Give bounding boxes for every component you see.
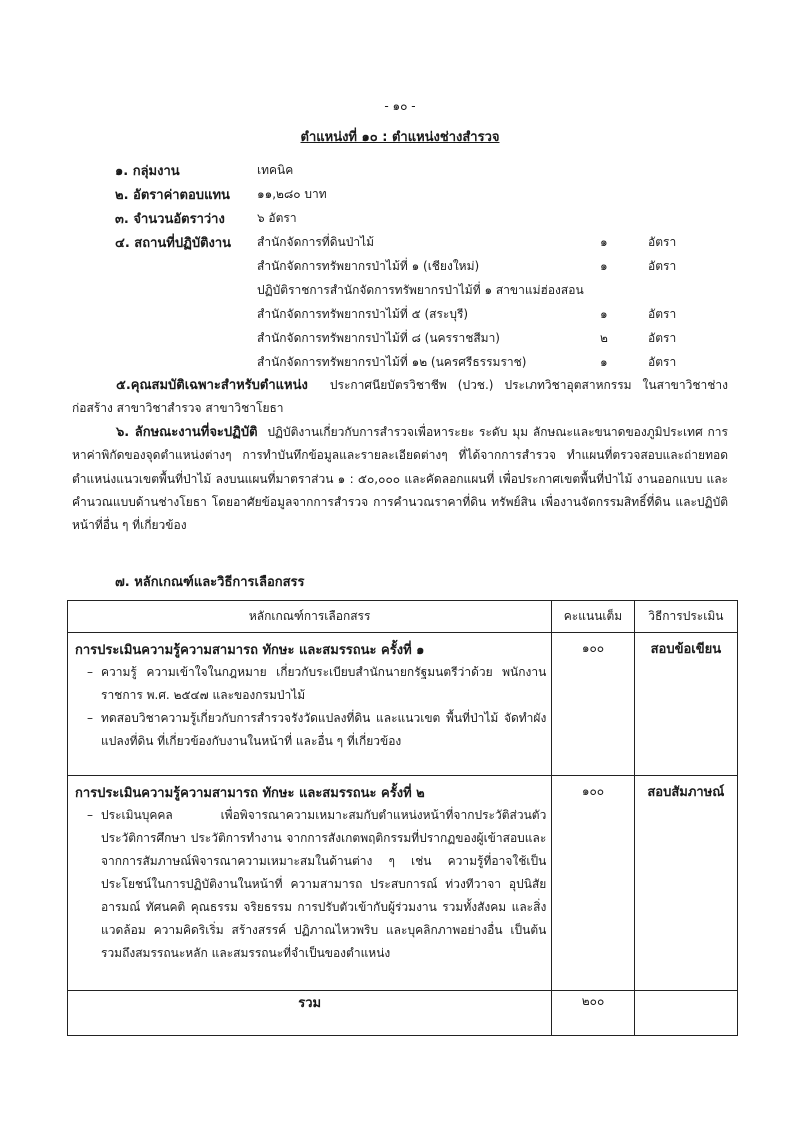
workplace-label: ๔. สถานที่ปฏิบัติงาน [115, 236, 232, 251]
criteria-title: การประเมินความรู้ความสามารถ ทักษะ และสมรรถนะ ครั้งที่ ๑ [75, 643, 425, 658]
vacancies-label: ๓. จำนวนอัตราว่าง [115, 212, 225, 227]
criteria-bullet: – ประเมินบุคคล เพื่อพิจารณาความเหมาะสมกับตำแหน่งหน้าที่จากประวัติส่วนตัวประวัติการศึกษา ประวัติการทำงาน จากการสังเกตพฤติกรรมที่ปรากฏของผู้เข้าสอบและจากการสัมภาษณ์พิจารณาความเหมาะสมในด้านต่าง ๆ เช่น ความรู้ที่อาจใช้เป็นประโยชน์ในการปฏิบัติงานในหน้าที่ ความสามารถ ประสบการณ์ ท่วงทีวาจา อุปนิสัย อารมณ์ ทัศนคติ คุณธรรม จริยธรรม การปรับตัวเข้ากับผู้ร่วมงาน รวมทั้งสังคม และสิ่งแวดล้อม ความคิดริเริ่ม สร้างสรรค์ ปฏิภาณไหวพริบ และบุคลิกภาพอย่างอื่น เป็นต้น รวมถึงสมรรถนะหลัก และสมรรถนะที่จำเป็นของตำแหน่ง [69, 804, 550, 965]
qualification-text: ประกาศนียบัตรวิชาชีพ (ปวช.) ประเภทวิชาอุตสาหกรรม ในสาขาวิชาช่างก่อสร้าง สาขาวิชาสำรวจ สาขาวิชาโยธา [72, 378, 728, 416]
location-name: สำนักจัดการทรัพยากรป่าไม้ที่ ๑ (เชียงใหม่) [257, 259, 480, 273]
duties-label: ๖. ลักษณะงานที่จะปฏิบัติ [116, 425, 258, 440]
table-header-row [68, 601, 738, 633]
total-row [68, 991, 738, 1036]
duties-text: ปฏิบัติงานเกี่ยวกับการสำรวจเพื่อหาระยะ ระดับ มุม ลักษณะและขนาดของภูมิประเทศ การหาค่าพิกัดของจุดตำแหน่งต่างๆ การทำบันทึกข้อมูลและรายละเอียดต่างๆ ที่ได้จากการสำรวจ ทำแผนที่ตรวจสอบและถ่ายทอดตำแหน่งแนวเขตพื้นที่ป่าไม้ ลงบนแผนที่มาตราส่วน ๑ : ๕๐,๐๐๐ และคัดลอกแผนที่ เพื่อประกาศเขตพื้นที่ป่าไม้ งานออกแบบ และคำนวณแบบด้านช่างโยธา โดยอาศัยข้อมูลจากการสำรวจ การคำนวณราคาที่ดิน ทรัพย์สิน เพื่องานจัดกรรมสิทธิ์ที่ดิน และปฏิบัติหน้าที่อื่น ๆ ที่เกี่ยวข้อง [72, 425, 729, 533]
total-method [634, 991, 737, 1036]
location-name: สำนักจัดการที่ดินป่าไม้ [257, 235, 375, 249]
vacancies-value: ๖ อัตรา [257, 211, 297, 225]
total-label: รวม [68, 991, 552, 1036]
criteria-cell [68, 776, 552, 991]
header-criteria: หลักเกณฑ์การเลือกสรร [68, 601, 552, 633]
location-count: ๑ [600, 259, 608, 273]
location-count: ๒ [600, 331, 608, 345]
selection-criteria-table [67, 600, 738, 1036]
method-cell: สอบสัมภาษณ์ [634, 776, 737, 991]
score-cell: ๑๐๐ [552, 776, 634, 991]
location-unit: อัตรา [648, 355, 677, 369]
dash-bullet-icon: – [87, 808, 93, 822]
location-name: ปฏิบัติราชการสำนักจัดการทรัพยากรป่าไม้ที่ ๑ สาขาแม่ฮ่องสอน [257, 283, 584, 297]
criteria-heading: ๗. หลักเกณฑ์และวิธีการเลือกสรร [115, 575, 305, 590]
location-count: ๑ [600, 307, 608, 321]
dash-bullet-icon: – [87, 665, 93, 679]
criteria-bullet: – ทดสอบวิชาความรู้เกี่ยวกับการสำรวจรังวัดแปลงที่ดิน และแนวเขต พื้นที่ป่าไม้ จัดทำผังแปลงที่ดิน ที่เกี่ยวข้องกับงานในหน้าที่ และอื่น ๆ ที่เกี่ยวข้อง [69, 707, 550, 753]
header-full-score: คะแนนเต็ม [552, 601, 634, 633]
location-name: สำนักจัดการทรัพยากรป่าไม้ที่ ๘ (นครราชสีมา) [257, 331, 500, 345]
criteria-cell [68, 633, 552, 776]
table-row [68, 776, 738, 991]
salary-label: ๒. อัตราค่าตอบแทน [115, 188, 230, 203]
duties-paragraph [72, 421, 728, 537]
page-number: - ๑๐ - [384, 99, 416, 113]
salary-value: ๑๑,๒๘๐ บาท [257, 187, 327, 201]
location-unit: อัตรา [648, 307, 677, 321]
qualification-paragraph [72, 374, 728, 421]
header-method: วิธีการประเมิน [634, 601, 737, 633]
criteria-title: การประเมินความรู้ความสามารถ ทักษะ และสมรรถนะ ครั้งที่ ๒ [75, 786, 425, 801]
table-row [68, 633, 738, 776]
group-label: ๑. กลุ่มงาน [115, 164, 180, 179]
location-name: สำนักจัดการทรัพยากรป่าไม้ที่ ๑๒ (นครศรีธรรมราช) [257, 355, 527, 369]
total-score: ๒๐๐ [552, 991, 634, 1036]
qualification-label: ๕.คุณสมบัติเฉพาะสำหรับตำแหน่ง [116, 378, 308, 393]
dash-bullet-icon: – [87, 711, 93, 725]
location-unit: อัตรา [648, 259, 677, 273]
location-name: สำนักจัดการทรัพยากรป่าไม้ที่ ๕ (สระบุรี) [257, 307, 469, 321]
location-count: ๑ [600, 235, 608, 249]
location-unit: อัตรา [648, 331, 677, 345]
location-unit: อัตรา [648, 235, 677, 249]
method-cell: สอบข้อเขียน [634, 633, 737, 776]
criteria-bullet: – ความรู้ ความเข้าใจในกฎหมาย เกี่ยวกับระเบียบสำนักนายกรัฐมนตรีว่าด้วย พนักงานราชการ พ.ศ. ๒๕๔๗ และของกรมป่าไม้ [69, 661, 550, 707]
location-count: ๑ [600, 355, 608, 369]
group-value: เทคนิค [257, 163, 294, 177]
score-cell: ๑๐๐ [552, 633, 634, 776]
position-title: ตำแหน่งที่ ๑๐ : ตำแหน่งช่างสำรวจ [300, 130, 500, 145]
